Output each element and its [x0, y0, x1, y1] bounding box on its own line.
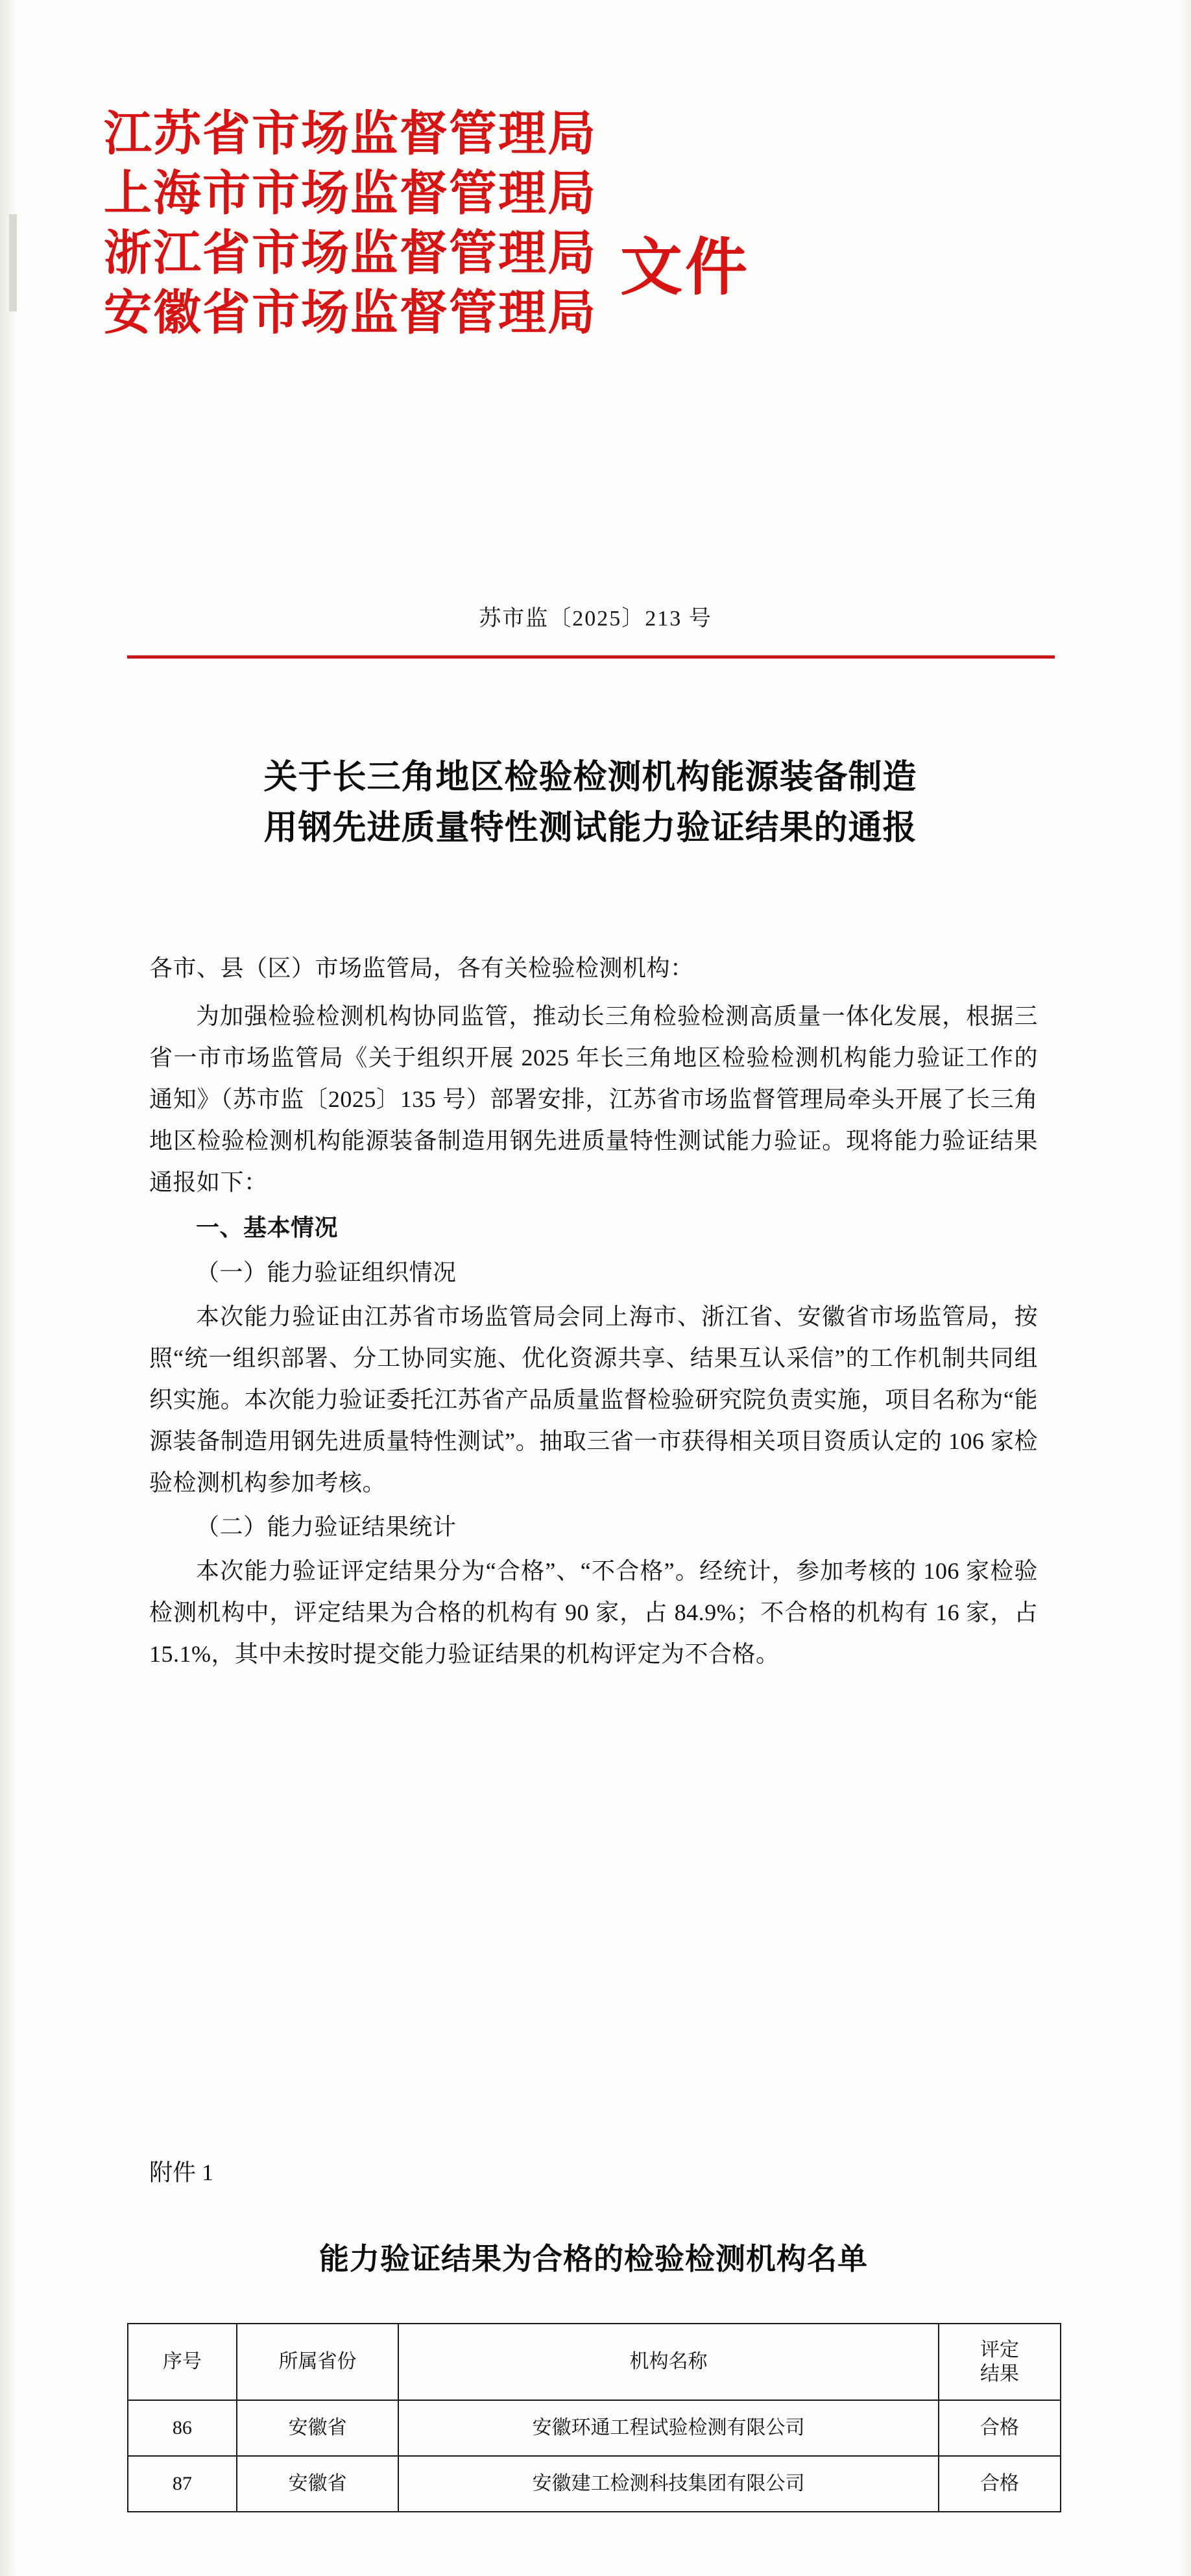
table-row: [128, 2456, 1061, 2512]
cell-seq: 86: [128, 2400, 237, 2456]
header-seq: 序号: [128, 2324, 237, 2400]
red-divider-rule: [127, 655, 1055, 659]
section-1-heading: 一、基本情况: [196, 1215, 339, 1241]
cell-organization: 安徽环通工程试验检测有限公司: [398, 2400, 939, 2456]
subsection-1-heading: （一）能力验证组织情况: [196, 1259, 457, 1285]
letterhead-line-3: 浙江省市场监督管理局: [104, 227, 597, 280]
attachment-label: 附件 1: [149, 2159, 214, 2185]
header-result-line-1: 评定: [980, 2339, 1019, 2361]
document-body: [149, 947, 1038, 1677]
cell-result: 合格: [939, 2456, 1061, 2512]
letterhead: [104, 108, 1044, 340]
page-title-line-2: 用钢先进质量特性测试能力验证结果的通报: [263, 810, 917, 847]
header-result: [939, 2324, 1061, 2400]
table-body: [128, 2400, 1061, 2512]
header-result-line-2: 结果: [980, 2363, 1019, 2385]
qualified-organizations-table-wrap: [127, 2323, 1061, 2512]
subsection-2-body: 本次能力验证评定结果分为“合格”、“不合格”。经统计，参加考核的 106 家检验检测机构中，评定结果为合格的机构有 90 家，占 84.9%；不合格的机构有 16 家，占 15.1%，其中未按时提交能力验证结果的机构评定为不合格。: [149, 1558, 1038, 1668]
attachment-title: 能力验证结果为合格的检验检测机构名单: [319, 2242, 868, 2276]
scan-edge-right: [1178, 0, 1191, 2576]
table-header: [128, 2324, 1061, 2400]
page-title: [149, 753, 1031, 854]
letterhead-line-2: 上海市市场监督管理局: [104, 167, 597, 221]
cell-province: 安徽省: [237, 2400, 399, 2456]
table-row: [128, 2400, 1061, 2456]
document-number: 苏市监〔2025〕213 号: [479, 607, 712, 631]
subsection-1-body: 本次能力验证由江苏省市场监管局会同上海市、浙江省、安徽省市场监管局，按照“统一组织部署、分工协同实施、优化资源共享、结果互认采信”的工作机制共同组织实施。本次能力验证委托江苏省产品质量监督检验研究院负责实施，项目名称为“能源装备制造用钢先进质量特性测试”。抽取三省一市获得相关项目资质认定的 106 家检验检测机构参加考核。: [149, 1303, 1038, 1496]
header-province: 所属省份: [237, 2324, 399, 2400]
letterhead-line-1: 江苏省市场监督管理局: [104, 108, 597, 161]
header-organization: 机构名称: [398, 2324, 939, 2400]
cell-province: 安徽省: [237, 2456, 399, 2512]
table-header-row: [128, 2324, 1061, 2400]
cell-organization: 安徽建工检测科技集团有限公司: [398, 2456, 939, 2512]
cell-seq: 87: [128, 2456, 237, 2512]
page-title-line-1: 关于长三角地区检验检测机构能源装备制造: [263, 759, 917, 796]
qualified-organizations-table: [127, 2323, 1061, 2512]
salutation: 各市、县（区）市场监管局，各有关检验检测机构：: [149, 955, 694, 981]
letterhead-line-4: 安徽省市场监督管理局: [104, 287, 597, 340]
intro-paragraph: 为加强检验检测机构协同监管，推动长三角检验检测高质量一体化发展，根据三省一市市场监管局《关于组织开展 2025 年长三角地区检验检测机构能力验证工作的通知》（苏市监〔2025〕135 号）部署安排，江苏省市场监督管理局牵头开展了长三角地区检验检测机构能源装备制造用钢先进质量特性测试能力验证。现将能力验证结果通报如下：: [149, 1003, 1038, 1196]
subsection-2-heading: （二）能力验证结果统计: [196, 1514, 457, 1540]
scan-edge-left: [0, 0, 17, 2576]
cell-result: 合格: [939, 2400, 1061, 2456]
scan-artifact-mark: [9, 214, 17, 311]
letterhead-agency-lines: [104, 108, 597, 340]
letterhead-wenjian-label: 文件: [620, 232, 750, 302]
